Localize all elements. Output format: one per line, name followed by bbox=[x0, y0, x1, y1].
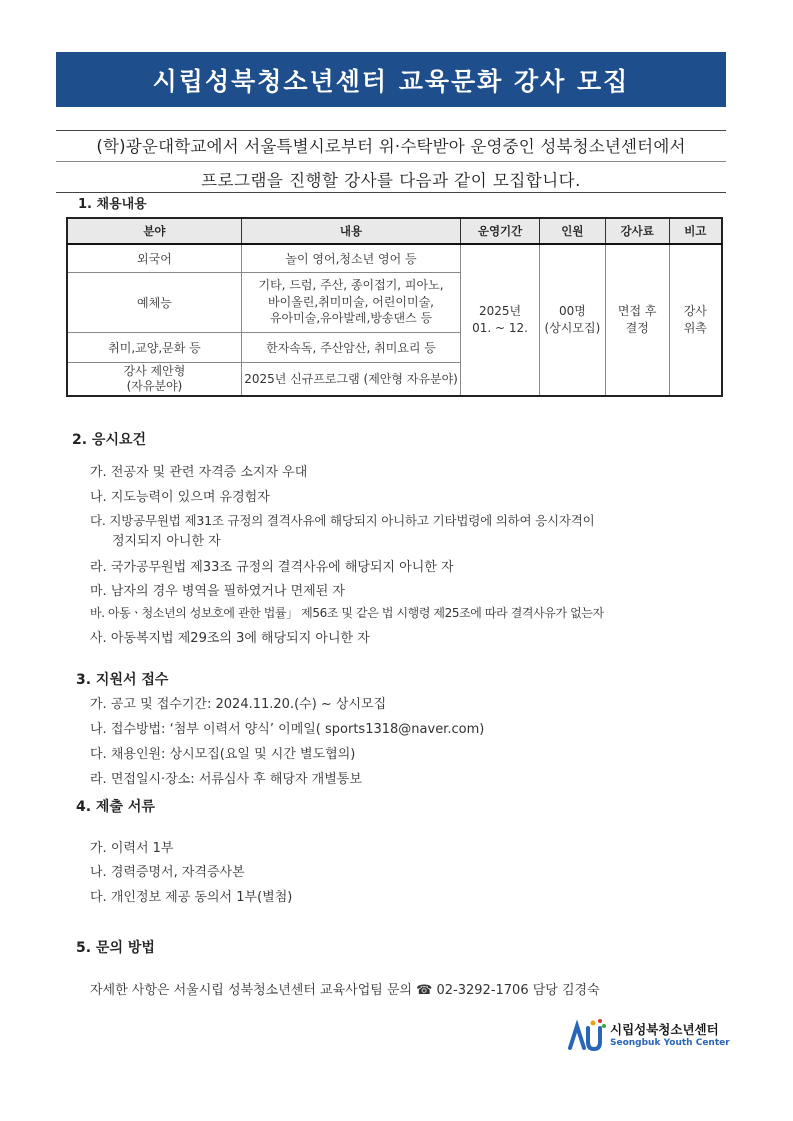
application-item: 라. 면접일시·장소: 서류심사 후 해당자 개별통보 bbox=[90, 772, 362, 787]
application-item: 다. 채용인원: 상시모집(요일 및 시간 별도협의) bbox=[90, 747, 356, 762]
section4-title: 4. 제출 서류 bbox=[76, 799, 155, 815]
intro-top-rule bbox=[56, 130, 726, 131]
logo-name-ko: 시립성북청소년센터 bbox=[610, 1022, 719, 1037]
document-item: 가. 이력서 1부 bbox=[90, 841, 174, 856]
table-row bbox=[67, 244, 722, 272]
header-count: 인원 bbox=[539, 218, 605, 244]
row-field: 예체능 bbox=[67, 272, 241, 332]
intro-line-2: 프로그램을 진행할 강사를 다음과 같이 모집합니다. bbox=[201, 171, 581, 190]
header-period: 운영기간 bbox=[461, 218, 540, 244]
intro-mid-rule bbox=[56, 161, 726, 162]
contact-info: 자세한 사항은 서울시립 성북청소년센터 교육사업팀 문의 ☎ 02-3292-1706 담당 김경숙 bbox=[90, 983, 600, 998]
page-title: 시립성북청소년센터 교육문화 강사 모집 bbox=[152, 66, 630, 96]
requirement-item: 다. 지방공무원법 제31조 규정의 결격사유에 해당되지 아니하고 기타법령에 의하여 응시자격이 bbox=[90, 513, 595, 528]
requirement-item-continued: 정지되지 아니한 자 bbox=[112, 534, 221, 549]
fee-cell: 면접 후 결정 bbox=[605, 244, 669, 396]
intro-line-1: (학)광운대학교에서 서울특별시로부터 위·수탁받아 운영중인 성북청소년센터에서 bbox=[96, 137, 686, 156]
row-content: 2025년 신규프로그램 (제안형 자유분야) bbox=[241, 362, 460, 396]
application-item: 가. 공고 및 접수기간: 2024.11.20.(수) ~ 상시모집 bbox=[90, 697, 387, 712]
table-header-row bbox=[67, 218, 722, 244]
application-item: 나. 접수방법: ‘첨부 이력서 양식’ 이메일( sports1318@naver.com) bbox=[90, 722, 485, 737]
requirement-item: 라. 국가공무원법 제33조 규정의 결격사유에 해당되지 아니한 자 bbox=[90, 560, 454, 575]
header-field: 분야 bbox=[67, 218, 241, 244]
intro-bottom-rule bbox=[56, 192, 726, 193]
count-cell: 00명 (상시모집) bbox=[539, 244, 605, 396]
header-fee: 강사료 bbox=[605, 218, 669, 244]
requirement-item: 바. 아동ㆍ청소년의 성보호에 관한 법률」 제56조 및 같은 법 시행령 제25조에 따라 결격사유가 없는자 bbox=[90, 606, 604, 620]
center-logo bbox=[566, 1018, 730, 1054]
section3-title: 3. 지원서 접수 bbox=[76, 672, 169, 688]
requirement-item: 마. 남자의 경우 병역을 필하였거나 면제된 자 bbox=[90, 584, 345, 599]
header-note: 비고 bbox=[669, 218, 722, 244]
document-item: 나. 경력증명서, 자격증사본 bbox=[90, 865, 245, 880]
logo-name-en: Seongbuk Youth Center bbox=[610, 1038, 730, 1048]
row-content: 기타, 드럼, 주산, 종이접기, 피아노, 바이올린,취미미술, 어린이미술, 유아미술,유아발레,방송댄스 등 bbox=[241, 272, 460, 332]
requirement-item: 가. 전공자 및 관련 자격증 소지자 우대 bbox=[90, 465, 308, 480]
row-field: 강사 제안형 (자유분야) bbox=[67, 362, 241, 396]
row-field: 취미,교양,문화 등 bbox=[67, 332, 241, 362]
youth-center-logo-icon bbox=[566, 1018, 608, 1054]
document-item: 다. 개인정보 제공 동의서 1부(별첨) bbox=[90, 890, 293, 905]
requirement-item: 사. 아동복지법 제29조의 3에 해당되지 아니한 자 bbox=[90, 631, 370, 646]
section5-title: 5. 문의 방법 bbox=[76, 940, 155, 956]
period-cell: 2025년 01. ~ 12. bbox=[461, 244, 540, 396]
page-title-banner bbox=[56, 52, 726, 107]
note-cell: 강사 위촉 bbox=[669, 244, 722, 396]
row-content: 놀이 영어,청소년 영어 등 bbox=[241, 244, 460, 272]
requirement-item: 나. 지도능력이 있으며 유경험자 bbox=[90, 490, 270, 505]
header-content: 내용 bbox=[241, 218, 460, 244]
section1-title: 1. 채용내용 bbox=[78, 197, 147, 212]
row-field: 외국어 bbox=[67, 244, 241, 272]
section2-title: 2. 응시요건 bbox=[72, 432, 147, 448]
recruitment-table bbox=[66, 217, 723, 397]
row-content: 한자속독, 주산암산, 취미요리 등 bbox=[241, 332, 460, 362]
